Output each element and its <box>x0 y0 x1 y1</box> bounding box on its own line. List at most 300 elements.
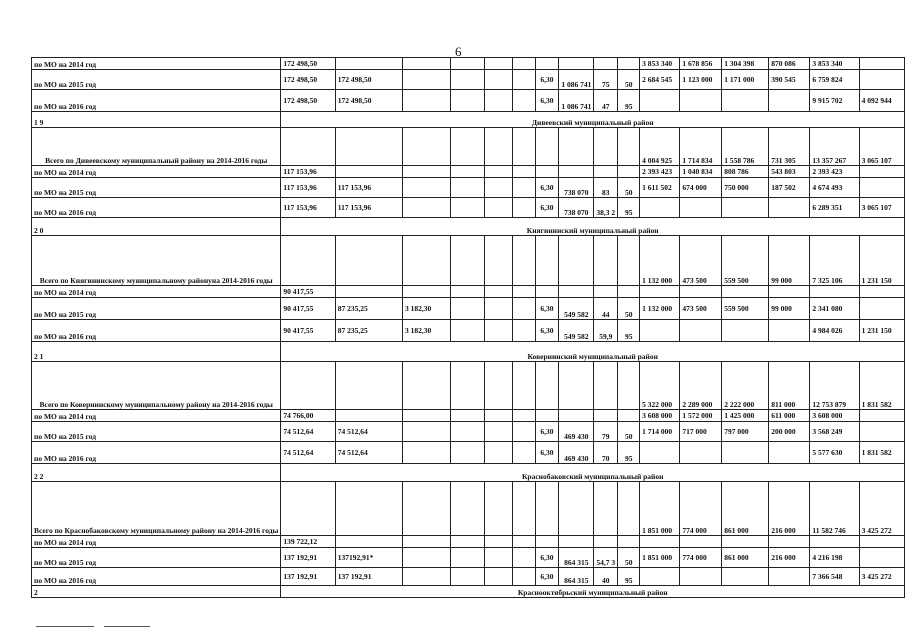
table-cell <box>769 198 810 218</box>
table-cell: 2 341 080 <box>810 298 859 320</box>
table-cell <box>451 362 485 410</box>
table-cell <box>769 320 810 342</box>
table-cell <box>513 236 535 286</box>
table-cell <box>722 286 769 298</box>
table-cell: 3 065 107 <box>859 128 904 166</box>
table-cell <box>810 286 859 298</box>
table-cell: 74 512,64 <box>281 422 335 442</box>
table-cell <box>484 90 512 112</box>
table-cell: 87 235,25 <box>335 320 402 342</box>
table-cell <box>535 410 559 422</box>
table-cell <box>281 362 335 410</box>
table-row <box>32 286 905 298</box>
table-cell: 861 000 <box>722 548 769 568</box>
table-cell <box>402 548 450 568</box>
table-row <box>32 198 905 218</box>
table-cell <box>484 286 512 298</box>
table-cell <box>484 236 512 286</box>
table-cell <box>402 70 450 90</box>
section-row <box>32 586 905 598</box>
table-cell: 137192,91* <box>335 548 402 568</box>
table-cell <box>859 536 904 548</box>
table-cell: 99 000 <box>769 298 810 320</box>
table-cell <box>618 286 640 298</box>
table-cell <box>680 568 722 586</box>
table-cell <box>513 178 535 198</box>
row-label: по МО на 2016 год <box>32 320 281 342</box>
table-cell <box>810 536 859 548</box>
table-cell: 390 545 <box>769 70 810 90</box>
section-title: Княгининский муниципальный район <box>281 218 905 236</box>
table-cell <box>618 482 640 536</box>
row-label: по МО на 2014 год <box>32 536 281 548</box>
table-cell: 6,30 <box>535 70 559 90</box>
table-cell <box>484 58 512 70</box>
table-cell <box>513 298 535 320</box>
footer-rule-right <box>104 626 150 627</box>
table-cell <box>335 166 402 178</box>
table-cell <box>513 70 535 90</box>
table-cell <box>451 536 485 548</box>
table-row <box>32 298 905 320</box>
table-row <box>32 548 905 568</box>
table-cell: 1 714 000 <box>640 422 680 442</box>
table-cell: 1 425 000 <box>722 410 769 422</box>
table-cell <box>722 442 769 464</box>
table-cell <box>484 422 512 442</box>
table-cell: 90 417,55 <box>281 286 335 298</box>
table-cell: 473 500 <box>680 298 722 320</box>
table-cell <box>859 298 904 320</box>
table-cell <box>451 198 485 218</box>
table-cell <box>484 482 512 536</box>
table-cell <box>640 536 680 548</box>
data-table <box>31 57 905 598</box>
table-cell: 1 132 000 <box>640 298 680 320</box>
section-title: Дивеевский муниципальный район <box>281 112 905 128</box>
row-label: по МО на 2015 год <box>32 298 281 320</box>
table-cell <box>335 58 402 70</box>
table-cell <box>513 286 535 298</box>
table-cell: 3 065 107 <box>859 198 904 218</box>
table-cell: 47 <box>594 90 618 112</box>
table-cell: 611 000 <box>769 410 810 422</box>
table-cell <box>281 128 335 166</box>
table-cell <box>451 320 485 342</box>
section-title: Краснобаковский муниципальный район <box>281 464 905 482</box>
table-row <box>32 166 905 178</box>
table-cell <box>559 58 594 70</box>
table-cell <box>535 536 559 548</box>
table-cell: 95 <box>618 442 640 464</box>
table-cell <box>640 442 680 464</box>
table-cell: 797 000 <box>722 422 769 442</box>
table-cell <box>859 178 904 198</box>
table-cell: 99 000 <box>769 236 810 286</box>
table-cell <box>680 90 722 112</box>
table-cell: 1 572 000 <box>680 410 722 422</box>
table-cell: 2 393 423 <box>640 166 680 178</box>
table-cell: 75 <box>594 70 618 90</box>
total-row <box>32 482 905 536</box>
table-cell <box>451 178 485 198</box>
table-cell <box>451 422 485 442</box>
table-cell: 717 000 <box>680 422 722 442</box>
table-cell: 6,30 <box>535 298 559 320</box>
table-cell <box>402 442 450 464</box>
table-cell: 1 086 741 <box>559 70 594 90</box>
table-cell: 864 315 <box>559 548 594 568</box>
table-cell: 543 803 <box>769 166 810 178</box>
table-cell: 1 831 582 <box>859 442 904 464</box>
table-cell: 3 182,30 <box>402 320 450 342</box>
section-number: 2 <box>32 586 281 598</box>
table-cell <box>402 178 450 198</box>
table-cell <box>594 362 618 410</box>
table-cell <box>484 298 512 320</box>
table-cell <box>535 236 559 286</box>
table-cell: 1 086 741 <box>559 90 594 112</box>
table-cell: 4 004 925 <box>640 128 680 166</box>
table-cell: 2 393 423 <box>810 166 859 178</box>
table-cell: 811 000 <box>769 362 810 410</box>
table-cell: 54,7 3 <box>594 548 618 568</box>
table-cell <box>594 166 618 178</box>
table-cell <box>594 482 618 536</box>
table-row <box>32 422 905 442</box>
table-cell <box>484 362 512 410</box>
table-cell: 50 <box>618 298 640 320</box>
table-cell: 674 000 <box>680 178 722 198</box>
table-cell <box>484 442 512 464</box>
table-cell <box>535 128 559 166</box>
table-cell <box>722 320 769 342</box>
table-row <box>32 70 905 90</box>
table-cell <box>513 548 535 568</box>
table-cell <box>513 568 535 586</box>
table-cell: 864 315 <box>559 568 594 586</box>
table-cell: 6,30 <box>535 442 559 464</box>
table-cell <box>451 568 485 586</box>
table-cell <box>680 198 722 218</box>
table-cell <box>451 548 485 568</box>
table-cell: 1 851 000 <box>640 548 680 568</box>
table-cell <box>859 422 904 442</box>
table-cell <box>722 536 769 548</box>
table-cell <box>559 410 594 422</box>
table-cell: 216 000 <box>769 548 810 568</box>
table-cell: 731 305 <box>769 128 810 166</box>
table-cell <box>513 482 535 536</box>
table-cell <box>335 286 402 298</box>
table-cell: 70 <box>594 442 618 464</box>
table-cell: 1 678 856 <box>680 58 722 70</box>
table-cell: 137 192,91 <box>281 568 335 586</box>
table-cell <box>451 58 485 70</box>
table-cell <box>402 422 450 442</box>
table-cell <box>451 70 485 90</box>
table-cell: 9 915 702 <box>810 90 859 112</box>
table-cell: 2 289 000 <box>680 362 722 410</box>
table-cell <box>559 166 594 178</box>
table-cell <box>402 482 450 536</box>
table-cell: 4 984 026 <box>810 320 859 342</box>
table-cell <box>484 536 512 548</box>
table-cell <box>451 482 485 536</box>
row-label: по МО на 2015 год <box>32 422 281 442</box>
table-cell <box>535 58 559 70</box>
table-row <box>32 536 905 548</box>
row-label: по МО на 2014 год <box>32 58 281 70</box>
table-cell <box>281 482 335 536</box>
table-cell: 117 153,96 <box>281 166 335 178</box>
table-cell: 117 153,96 <box>335 198 402 218</box>
table-cell <box>618 362 640 410</box>
table-cell <box>451 236 485 286</box>
table-cell <box>722 568 769 586</box>
table-cell: 11 582 746 <box>810 482 859 536</box>
table-cell <box>640 568 680 586</box>
table-cell: 808 786 <box>722 166 769 178</box>
table-cell <box>769 286 810 298</box>
table-cell: 6,30 <box>535 568 559 586</box>
table-cell <box>513 536 535 548</box>
section-row <box>32 218 905 236</box>
table-cell: 1 851 000 <box>640 482 680 536</box>
table-cell <box>402 90 450 112</box>
row-label: по МО на 2014 год <box>32 166 281 178</box>
table-cell: 1 123 000 <box>680 70 722 90</box>
table-cell <box>484 548 512 568</box>
table-cell <box>402 536 450 548</box>
table-cell <box>535 362 559 410</box>
table-cell: 95 <box>618 568 640 586</box>
row-label: Всего по Краснобаковскому муниципальному району на 2014-2016 годы <box>32 482 281 536</box>
page-number: 6 <box>455 44 462 59</box>
table-cell: 1 611 502 <box>640 178 680 198</box>
table-cell: 3 425 272 <box>859 568 904 586</box>
table-cell <box>594 236 618 286</box>
table-cell: 870 086 <box>769 58 810 70</box>
table-cell <box>640 90 680 112</box>
table-cell: 1 171 000 <box>722 70 769 90</box>
table-cell <box>680 536 722 548</box>
table-cell: 38,3 2 <box>594 198 618 218</box>
table-cell <box>559 128 594 166</box>
table-cell: 774 000 <box>680 548 722 568</box>
table-row <box>32 410 905 422</box>
table-cell: 3 425 272 <box>859 482 904 536</box>
row-label: по МО на 2015 год <box>32 70 281 90</box>
table-cell: 12 753 879 <box>810 362 859 410</box>
row-label: Всего по Дивеевскому муниципальный району на 2014-2016 годы <box>32 128 281 166</box>
table-cell: 44 <box>594 298 618 320</box>
table-cell <box>618 410 640 422</box>
table-cell: 4 216 198 <box>810 548 859 568</box>
table-cell: 473 500 <box>680 236 722 286</box>
table-cell: 3 608 000 <box>810 410 859 422</box>
table-cell: 559 500 <box>722 236 769 286</box>
table-cell <box>769 536 810 548</box>
table-cell: 1 714 834 <box>680 128 722 166</box>
table-cell <box>451 442 485 464</box>
table-cell: 3 853 340 <box>640 58 680 70</box>
table-cell <box>594 128 618 166</box>
table-cell <box>680 442 722 464</box>
table-cell: 1 231 150 <box>859 320 904 342</box>
table-cell: 1 304 398 <box>722 58 769 70</box>
table-cell <box>618 536 640 548</box>
total-row <box>32 236 905 286</box>
total-row <box>32 362 905 410</box>
table-cell: 74 766,00 <box>281 410 335 422</box>
table-cell <box>559 236 594 286</box>
table-cell: 861 000 <box>722 482 769 536</box>
table-cell: 2 222 000 <box>722 362 769 410</box>
table-cell <box>513 442 535 464</box>
row-label: по МО на 2014 год <box>32 410 281 422</box>
table-cell: 90 417,55 <box>281 320 335 342</box>
table-cell <box>402 58 450 70</box>
table-cell: 137 192,91 <box>335 568 402 586</box>
table-cell <box>402 362 450 410</box>
table-cell <box>484 166 512 178</box>
table-cell <box>402 236 450 286</box>
table-cell <box>618 236 640 286</box>
section-number: 2 0 <box>32 218 281 236</box>
table-cell: 469 430 <box>559 422 594 442</box>
table-cell: 7 366 548 <box>810 568 859 586</box>
table-cell: 738 070 <box>559 178 594 198</box>
table-cell <box>859 548 904 568</box>
table-cell <box>513 410 535 422</box>
table-cell: 200 000 <box>769 422 810 442</box>
table-cell <box>402 166 450 178</box>
table-cell: 50 <box>618 548 640 568</box>
table-cell <box>859 166 904 178</box>
table-cell <box>722 90 769 112</box>
table-cell <box>594 410 618 422</box>
row-label: Всего по Ковернинскому муниципальному району на 2014-2016 годы <box>32 362 281 410</box>
row-label: Всего по Княгининскому муниципальному районуна 2014-2016 годы <box>32 236 281 286</box>
table-cell <box>484 70 512 90</box>
table-cell <box>402 198 450 218</box>
table-cell <box>618 58 640 70</box>
table-cell <box>594 536 618 548</box>
table-cell: 172 498,50 <box>281 90 335 112</box>
table-cell: 6,30 <box>535 320 559 342</box>
table-cell: 139 722,12 <box>281 536 335 548</box>
table-cell: 774 000 <box>680 482 722 536</box>
table-cell <box>402 286 450 298</box>
table-cell: 95 <box>618 90 640 112</box>
table-cell: 74 512,64 <box>335 422 402 442</box>
table-cell: 216 000 <box>769 482 810 536</box>
table-cell <box>484 198 512 218</box>
table-cell <box>335 362 402 410</box>
table-cell: 469 430 <box>559 442 594 464</box>
table-cell: 117 153,96 <box>281 198 335 218</box>
section-number: 1 9 <box>32 112 281 128</box>
table-cell <box>680 286 722 298</box>
table-cell: 117 153,96 <box>281 178 335 198</box>
table-cell <box>402 410 450 422</box>
table-cell <box>335 410 402 422</box>
table-cell <box>559 482 594 536</box>
table-row <box>32 442 905 464</box>
table-row <box>32 178 905 198</box>
table-cell <box>513 362 535 410</box>
table-cell <box>769 568 810 586</box>
table-cell <box>402 128 450 166</box>
table-row <box>32 58 905 70</box>
table-cell: 4 674 493 <box>810 178 859 198</box>
table-row <box>32 320 905 342</box>
section-title: Ковернинский муниципальный район <box>281 342 905 362</box>
table-cell <box>513 58 535 70</box>
table-cell <box>335 482 402 536</box>
table-cell: 1 558 786 <box>722 128 769 166</box>
table-cell: 87 235,25 <box>335 298 402 320</box>
table-cell: 1 132 000 <box>640 236 680 286</box>
table-cell: 1 040 834 <box>680 166 722 178</box>
table-cell <box>594 286 618 298</box>
table-cell <box>640 198 680 218</box>
table-cell <box>451 90 485 112</box>
table-cell: 95 <box>618 320 640 342</box>
table-cell <box>451 128 485 166</box>
table-cell: 4 092 944 <box>859 90 904 112</box>
table-cell: 90 417,55 <box>281 298 335 320</box>
table-cell: 6,30 <box>535 90 559 112</box>
table-cell <box>618 166 640 178</box>
section-title: Краснооктябрьский муниципальный район <box>281 586 905 598</box>
row-label: по МО на 2015 год <box>32 548 281 568</box>
row-label: по МО на 2016 год <box>32 442 281 464</box>
table-cell <box>618 128 640 166</box>
table-cell: 6,30 <box>535 198 559 218</box>
table-cell <box>722 198 769 218</box>
table-cell: 3 568 249 <box>810 422 859 442</box>
table-cell: 6 759 824 <box>810 70 859 90</box>
table-cell: 7 325 106 <box>810 236 859 286</box>
table-cell <box>484 410 512 422</box>
table-cell <box>859 410 904 422</box>
table-cell: 137 192,91 <box>281 548 335 568</box>
table-cell: 83 <box>594 178 618 198</box>
row-label: по МО на 2015 год <box>32 178 281 198</box>
table-cell <box>769 90 810 112</box>
table-cell <box>451 298 485 320</box>
table-cell <box>451 410 485 422</box>
section-number: 2 1 <box>32 342 281 362</box>
row-label: по МО на 2016 год <box>32 90 281 112</box>
table-cell: 74 512,64 <box>335 442 402 464</box>
section-row <box>32 464 905 482</box>
table-cell <box>535 286 559 298</box>
table-cell <box>680 320 722 342</box>
table-cell: 79 <box>594 422 618 442</box>
table-cell <box>559 286 594 298</box>
table-cell <box>859 286 904 298</box>
table-cell: 3 608 000 <box>640 410 680 422</box>
table-cell <box>769 442 810 464</box>
table-cell <box>513 320 535 342</box>
table-cell: 50 <box>618 422 640 442</box>
total-row <box>32 128 905 166</box>
table-cell <box>484 128 512 166</box>
table-cell <box>559 362 594 410</box>
